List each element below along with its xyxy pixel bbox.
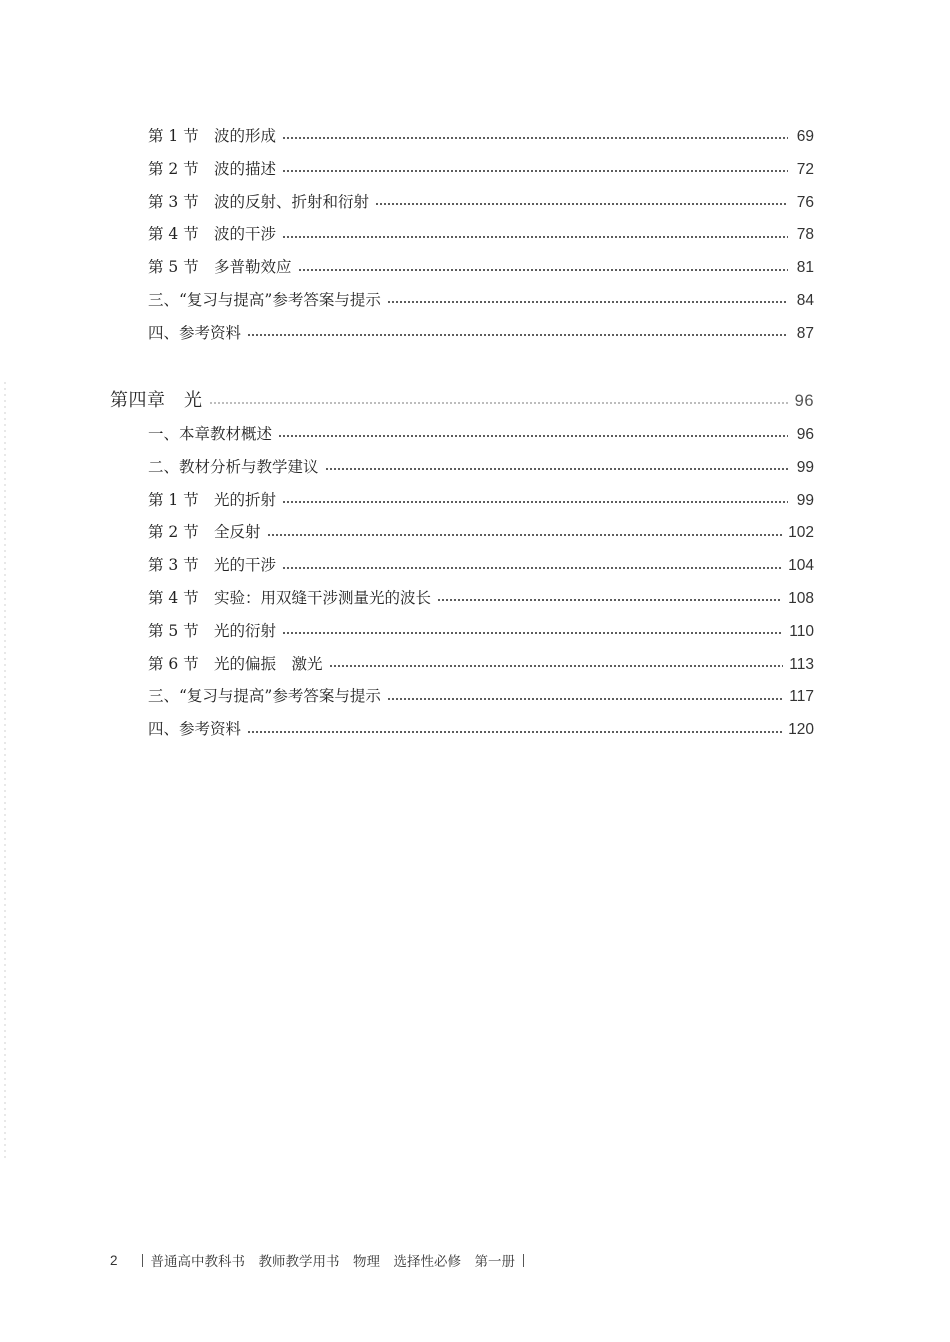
page-number: 81 xyxy=(796,259,814,277)
toc-entry[interactable] xyxy=(110,284,814,317)
dot-leader xyxy=(247,334,788,336)
entry-title: 三、“复习与提高”参考答案与提示 xyxy=(148,290,381,309)
entry-title: 波的干涉 xyxy=(214,225,277,244)
toc-entry[interactable] xyxy=(110,218,814,251)
toc-entry[interactable] xyxy=(110,153,814,186)
page-number: 117 xyxy=(789,688,814,706)
dot-leader xyxy=(325,468,788,470)
toc-chapter-heading[interactable] xyxy=(110,384,814,418)
dot-leader xyxy=(387,301,788,303)
page-number: 84 xyxy=(796,291,814,309)
entry-title: 二、教材分析与教学建议 xyxy=(148,457,319,476)
page-number: 102 xyxy=(788,524,814,542)
toc-entry[interactable] xyxy=(110,615,814,648)
dot-leader xyxy=(247,731,782,733)
dot-leader xyxy=(282,632,783,634)
entry-title: 三、“复习与提高”参考答案与提示 xyxy=(148,687,381,706)
toc-entry[interactable] xyxy=(110,451,814,484)
page-number: 87 xyxy=(796,324,814,342)
section-number: 第 4 节 xyxy=(148,225,199,244)
dot-leader xyxy=(329,665,784,667)
toc-block-chapter-4 xyxy=(110,384,814,746)
dot-leader xyxy=(209,402,789,404)
entry-title: 波的形成 xyxy=(214,127,277,145)
toc-entry[interactable] xyxy=(110,251,814,284)
toc-entry[interactable] xyxy=(110,582,814,615)
page-number: 104 xyxy=(788,557,814,575)
entry-title: 全反射 xyxy=(214,523,261,542)
toc-entry[interactable] xyxy=(110,680,814,713)
footer-page-number: 2 xyxy=(110,1252,118,1268)
dot-leader xyxy=(387,698,783,700)
toc-entry[interactable] xyxy=(110,120,814,153)
page-number: 108 xyxy=(788,589,814,607)
page-number: 99 xyxy=(796,491,814,509)
entry-title: 波的描述 xyxy=(214,159,277,178)
page-number: 76 xyxy=(796,193,814,211)
dot-leader xyxy=(282,137,788,139)
section-number: 第 1 节 xyxy=(148,127,199,145)
section-number: 第 5 节 xyxy=(148,621,199,640)
page-number: 99 xyxy=(796,458,814,476)
toc-entry[interactable] xyxy=(110,648,814,681)
toc-entry[interactable] xyxy=(110,713,814,746)
dot-leader xyxy=(278,435,788,437)
page-number: 78 xyxy=(796,226,814,244)
dot-leader xyxy=(267,534,783,536)
footer-divider xyxy=(523,1254,524,1267)
toc-entry[interactable] xyxy=(110,516,814,549)
section-number: 第 3 节 xyxy=(148,192,199,211)
section-number: 第 5 节 xyxy=(148,258,199,277)
footer-book-title: 普通高中教科书 教师教学用书 物理 选择性必修 第一册 xyxy=(150,1254,516,1269)
entry-title: 波的反射、折射和衍射 xyxy=(214,192,370,211)
dot-leader xyxy=(282,501,788,503)
toc-entry[interactable] xyxy=(110,549,814,582)
entry-title: 实验：用双缝干涉测量光的波长 xyxy=(214,588,432,607)
dot-leader xyxy=(282,236,788,238)
binding-edge-dots xyxy=(4,380,6,1160)
toc-entry[interactable] xyxy=(110,418,814,451)
page-number: 110 xyxy=(789,622,814,640)
dot-leader xyxy=(437,599,782,601)
section-number: 第 2 节 xyxy=(148,159,199,178)
dot-leader xyxy=(298,269,788,271)
entry-title: 光的衍射 xyxy=(214,621,277,640)
page-number: 69 xyxy=(796,128,814,145)
entry-title: 光的折射 xyxy=(214,490,277,509)
dot-leader xyxy=(282,567,782,569)
section-number: 第 3 节 xyxy=(148,556,199,575)
entry-title: 多普勒效应 xyxy=(214,258,292,277)
section-number: 第 2 节 xyxy=(148,523,199,542)
chapter-title: 第四章 光 xyxy=(110,390,203,411)
entry-title: 四、参考资料 xyxy=(148,323,242,342)
dot-leader xyxy=(282,170,788,172)
toc-entry[interactable] xyxy=(110,484,814,517)
page-footer xyxy=(110,1250,532,1270)
page-number: 96 xyxy=(794,392,814,410)
toc-entry[interactable] xyxy=(110,317,814,350)
page-number: 96 xyxy=(796,426,814,443)
entry-title: 光的偏振 激光 xyxy=(214,654,323,673)
section-number: 第 4 节 xyxy=(148,588,199,607)
entry-title: 光的干涉 xyxy=(214,556,277,575)
dot-leader xyxy=(375,203,788,205)
section-number: 第 1 节 xyxy=(148,490,199,509)
toc-entry[interactable] xyxy=(110,186,814,219)
toc-block-chapter-3 xyxy=(110,120,814,350)
entry-title: 一、本章教材概述 xyxy=(148,425,273,443)
entry-title: 四、参考资料 xyxy=(148,720,242,739)
footer-divider xyxy=(142,1254,143,1267)
page-number: 72 xyxy=(796,160,814,178)
section-number: 第 6 节 xyxy=(148,654,199,673)
page-number: 113 xyxy=(789,655,814,673)
page-number: 120 xyxy=(788,721,814,739)
